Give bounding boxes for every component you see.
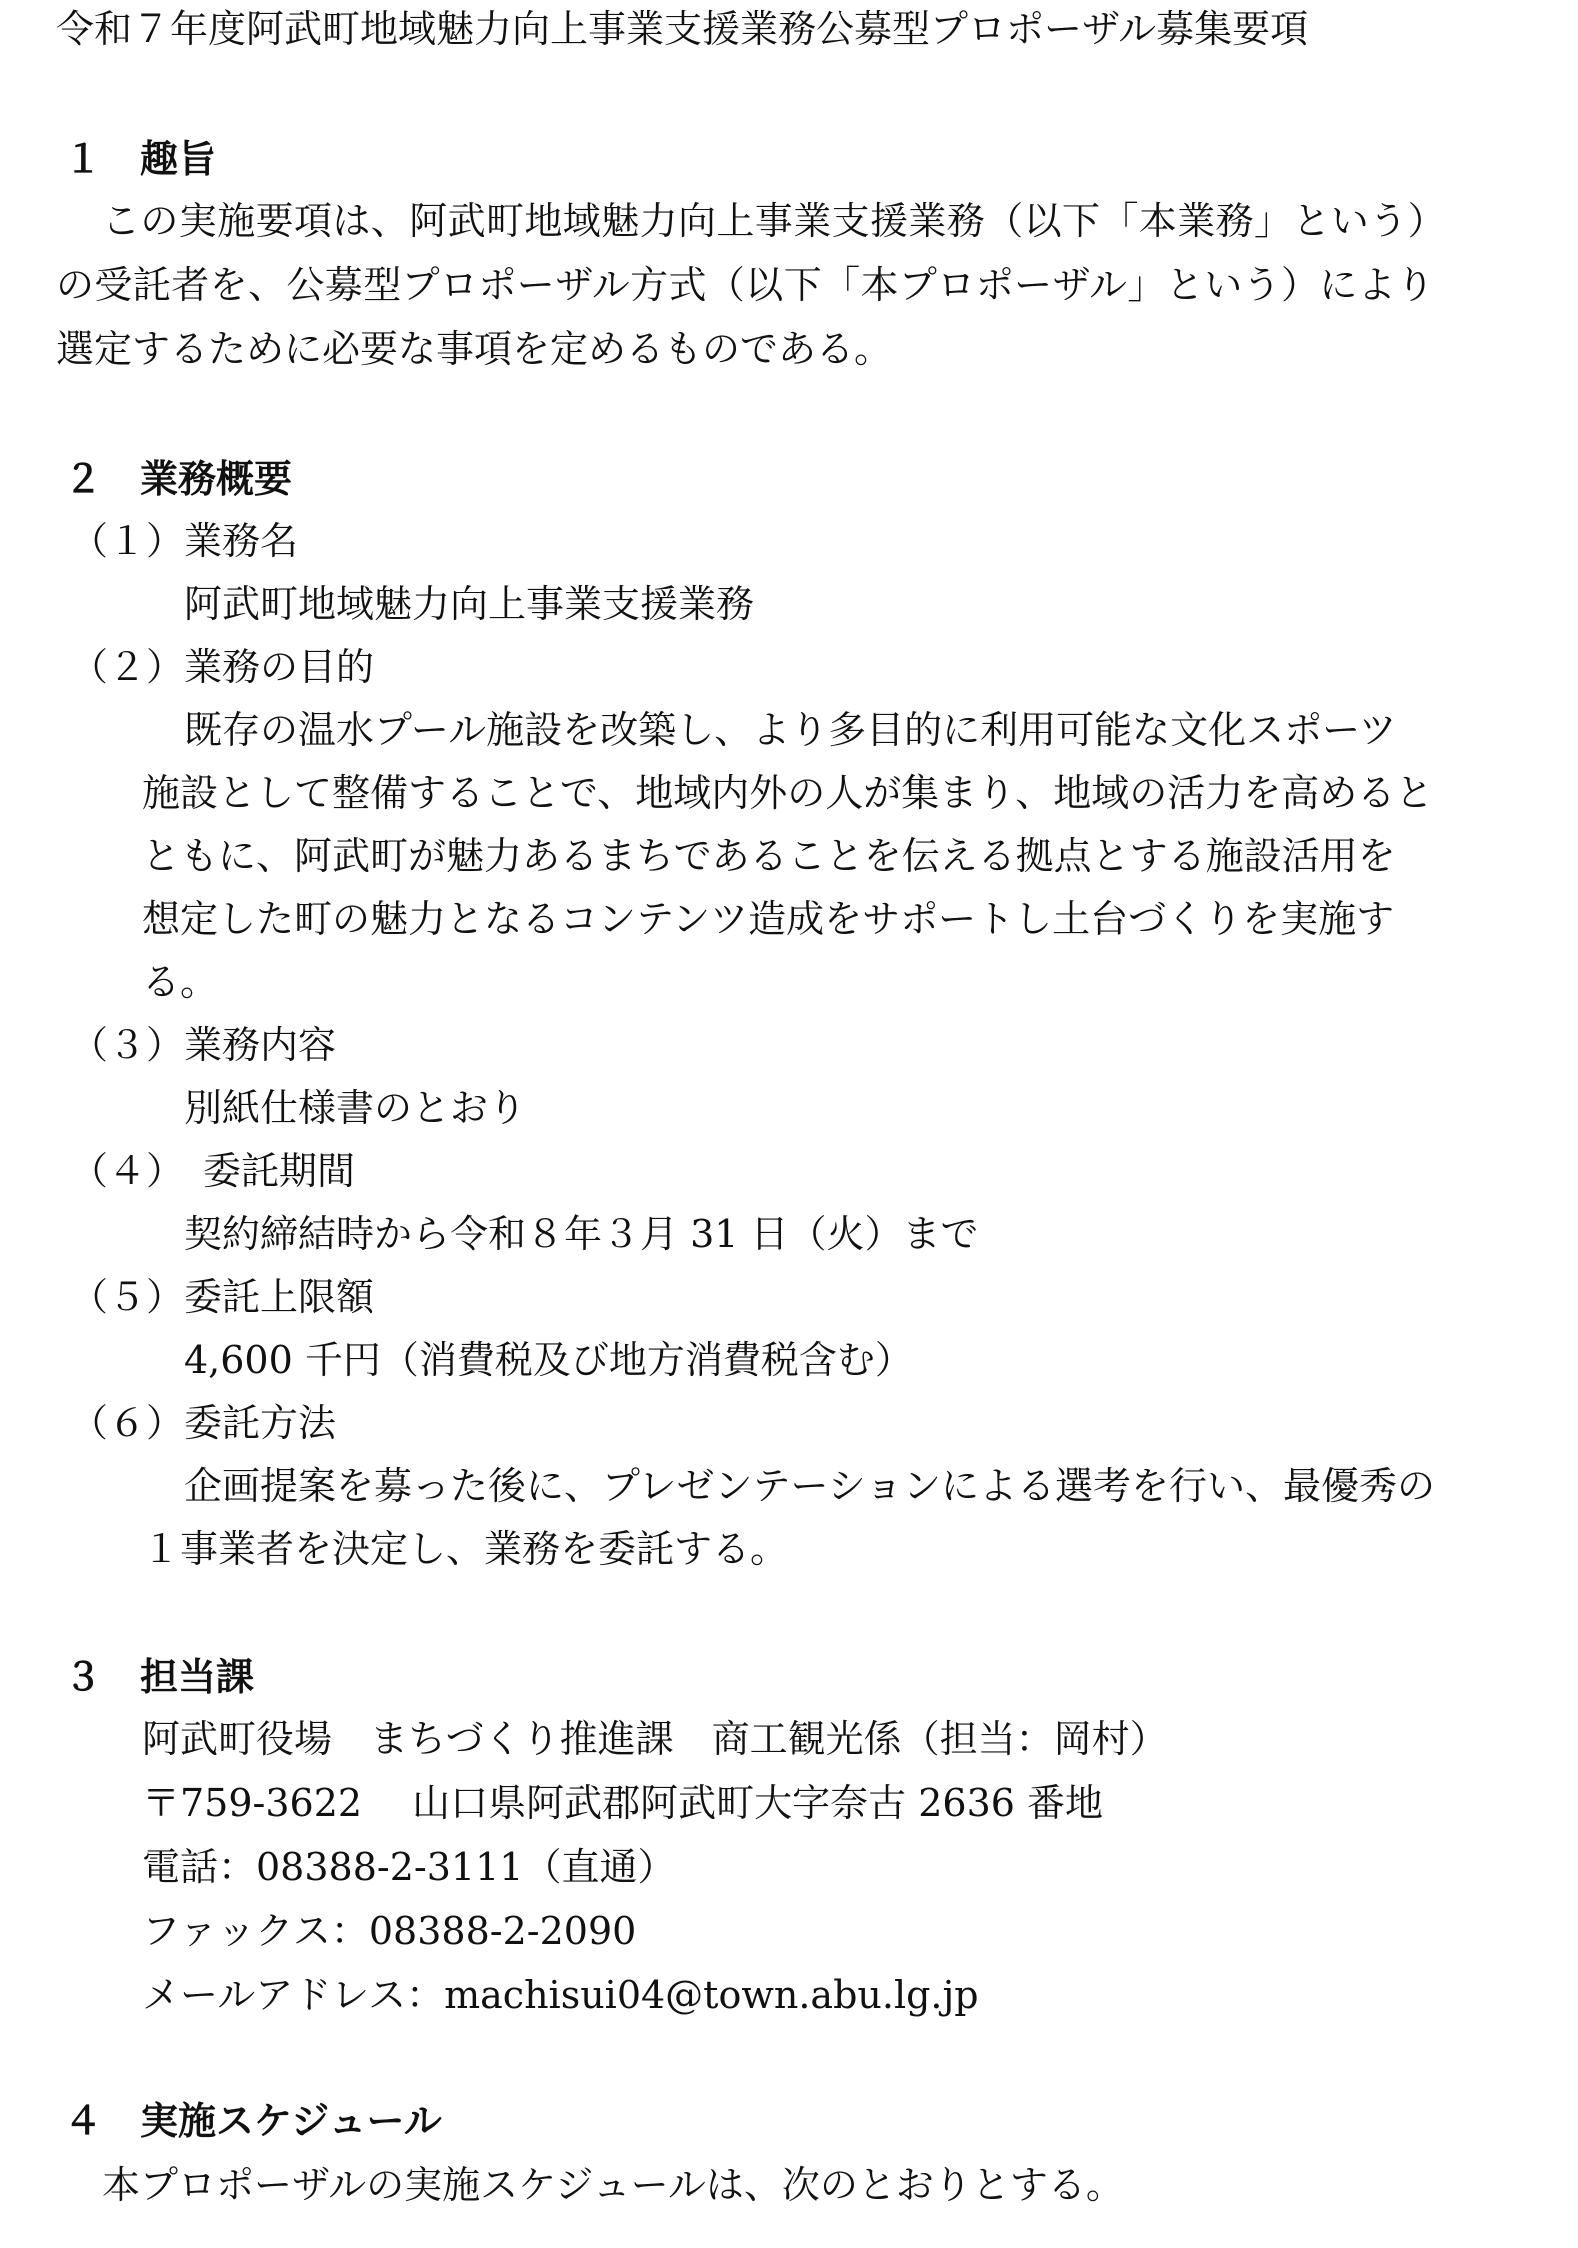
paragraph-line: 選定するために必要な事項を定めるものである。: [56, 327, 893, 371]
item-text: 阿武町地域魅力向上事業支援業務: [184, 582, 755, 626]
document-title: 令和７年度阿武町地域魅力向上事業支援業務公募型プロポーザル募集要項: [56, 7, 1309, 51]
item-text: 企画提案を募った後に、プレゼンテーションによる選考を行い、最優秀の: [184, 1464, 1435, 1508]
item-label: （３）業務内容: [70, 1023, 337, 1067]
item-label: （４） 委託期間: [70, 1149, 356, 1193]
contact-fax: ファックス：08388-2-2090: [142, 1909, 637, 1953]
contact-email: メールアドレス：machisui04@town.abu.lg.jp: [142, 1973, 979, 2017]
item-text: る。: [142, 960, 219, 1004]
section-heading-contact: ３ 担当課: [64, 1655, 255, 1699]
contact-address: 〒759-3622 山口県阿武郡阿武町大字奈古 2636 番地: [142, 1781, 1104, 1825]
item-text: 想定した町の魅力となるコンテンツ造成をサポートし土台づくりを実施す: [142, 897, 1395, 941]
section-heading-overview: ２ 業務概要: [64, 457, 293, 501]
section-heading-purpose: １ 趣旨: [64, 137, 217, 181]
item-text: 別紙仕様書のとおり: [184, 1086, 527, 1130]
item-text: １事業者を決定し、業務を委託する。: [142, 1527, 789, 1571]
section-heading-schedule: ４ 実施スケジュール: [64, 2099, 442, 2143]
contact-office: 阿武町役場 まちづくり推進課 商工観光係（担当：岡村）: [142, 1717, 1168, 1761]
paragraph-line: 本プロポーザルの実施スケジュールは、次のとおりとする。: [102, 2163, 1124, 2207]
item-label: （２）業務の目的: [70, 645, 375, 689]
item-text: ともに、阿武町が魅力あるまちであることを伝える拠点とする施設活用を: [142, 834, 1396, 878]
item-text: 4,600 千円（消費税及び地方消費税含む）: [184, 1338, 913, 1382]
item-text: 施設として整備することで、地域内外の人が集まり、地域の活力を高めると: [142, 771, 1434, 815]
paragraph-line: の受託者を、公募型プロポーザル方式（以下「本プロポーザル」という）により: [56, 263, 1435, 307]
item-label: （５）委託上限額: [70, 1275, 375, 1319]
item-text: 既存の温水プール施設を改築し、より多目的に利用可能な文化スポーツ: [184, 708, 1397, 752]
item-text: 契約締結時から令和８年３月 31 日（火）まで: [184, 1212, 979, 1256]
contact-phone: 電話：08388-2-3111（直通）: [142, 1845, 676, 1889]
item-label: （１）業務名: [70, 519, 299, 563]
item-label: （６）委託方法: [70, 1401, 337, 1445]
paragraph-line: この実施要項は、阿武町地域魅力向上事業支援業務（以下「本業務」という）: [102, 199, 1447, 243]
